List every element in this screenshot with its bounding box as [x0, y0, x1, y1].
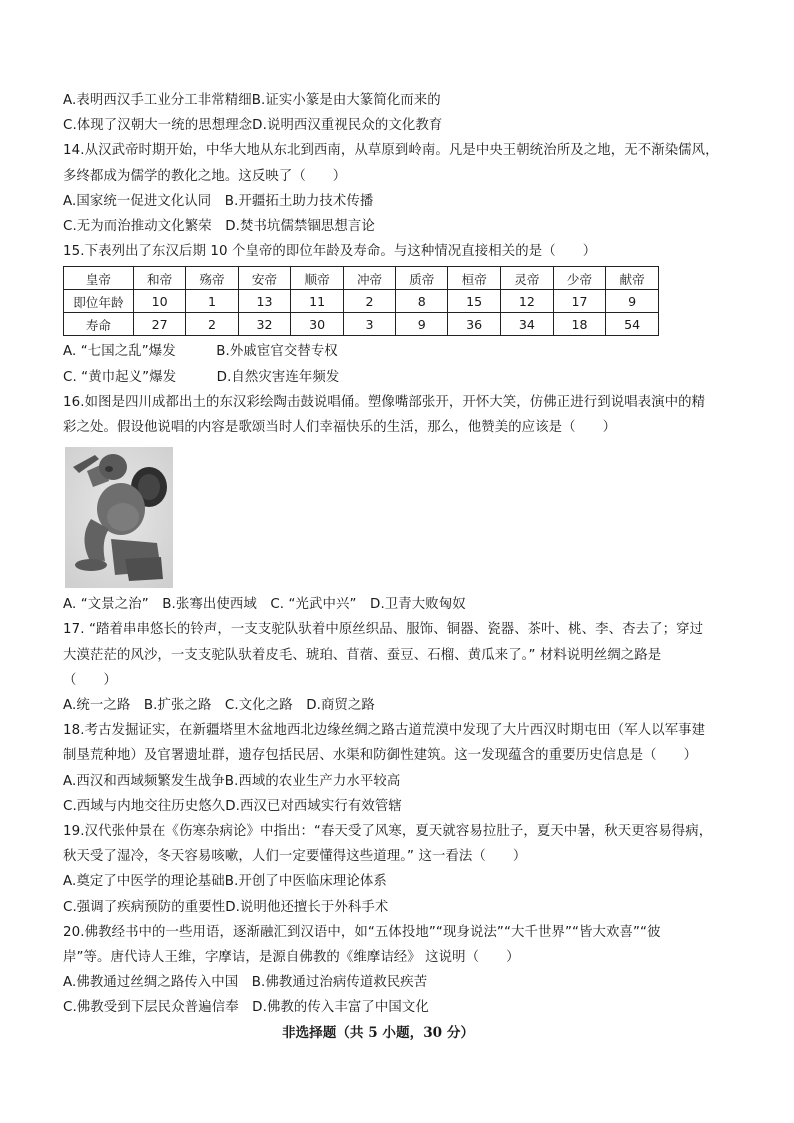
cell-lifespan: 3: [343, 313, 395, 336]
q14-stem-line2: 多终都成为儒学的教化之地。这反映了（ ）: [63, 168, 347, 184]
q14-stem-line1: 14.从汉武帝时期开始，中华大地从东北到西南，从草原到岭南。凡是中央王朝统治所及之地，无不渐染儒风，: [63, 143, 719, 159]
cell-age: 13: [238, 290, 291, 313]
q17-options: A.统一之路 B.扩张之路 C.文化之路 D.商贸之路: [63, 698, 375, 714]
q19-stem-line1: 19.汉代张仲景在《伤寒杂病论》中指出：“春天受了风寒，夏天就容易拉肚子，夏天中暑，秋天更容易得病，: [63, 824, 713, 840]
cell-age: 12: [501, 290, 554, 313]
cell-emperor: 冲帝: [343, 267, 395, 290]
q19-option-ab: A.奠定了中医学的理论基础B.开创了中医临床理论体系: [63, 874, 387, 890]
cell-lifespan: 34: [501, 313, 554, 336]
cell-lifespan: 36: [448, 313, 501, 336]
cell-lifespan: 2: [186, 313, 238, 336]
table-row-ages: [64, 290, 659, 313]
cell-age: 11: [291, 290, 344, 313]
cell-lifespan: 27: [133, 313, 186, 336]
q13-option-cd: C.体现了汉朝大一统的思想理念D.说明西汉重视民众的文化教育: [63, 118, 443, 134]
cell-lifespan: 9: [396, 313, 448, 336]
cell-emperor: 和帝: [133, 267, 186, 290]
cell-age: 1: [186, 290, 238, 313]
q20-stem-line1: 20.佛教经书中的一些用语，逐渐融汇到汉语中，如“五体投地”“现身说法”“大千世界”“皆大欢喜”“彼: [63, 924, 661, 940]
row-label: 寿命: [64, 313, 134, 336]
q17-stem-line3: （ ）: [63, 672, 117, 688]
row-label: 皇帝: [64, 267, 134, 290]
q19-stem-line2: 秋天受了湿冷，冬天容易咳嗽，人们一定要懂得这些道理。” 这一看法（ ）: [63, 849, 527, 865]
cell-emperor: 安帝: [238, 267, 291, 290]
cell-lifespan: 54: [606, 313, 659, 336]
cell-emperor: 灵帝: [501, 267, 554, 290]
cell-emperor: 献帝: [606, 267, 659, 290]
cell-emperor: 顺帝: [291, 267, 344, 290]
cell-age: 2: [343, 290, 395, 313]
q14-option-ab: A.国家统一促进文化认同 B.开疆拓土助力技术传播: [63, 193, 374, 209]
cell-lifespan: 32: [238, 313, 291, 336]
cell-lifespan: 30: [291, 313, 344, 336]
section-title-non-choice: 非选择题（共 5 小题，30 分）: [281, 1024, 475, 1041]
q15-stem: 15.下表列出了东汉后期 10 个皇帝的即位年龄及寿命。与这种情况直接相关的是（ ）: [63, 244, 597, 260]
q15-option-cd: C. “黄巾起义”爆发 D.自然灾害连年频发: [63, 369, 340, 385]
table-row-emperors: [64, 267, 659, 290]
q13-option-ab: A.表明西汉手工业分工非常精细B.证实小篆是由大篆简化而来的: [63, 93, 441, 108]
q16-options: A. “文景之治” B.张骞出使西域 C. “光武中兴” D.卫青大败匈奴: [63, 597, 466, 613]
q14-option-cd: C.无为而治推动文化繁荣 D.焚书坑儒禁锢思想言论: [63, 219, 375, 235]
figurine-photo: [65, 447, 173, 588]
q18-stem-line2: 制垦荒种地）及官署遗址群，遗存包括民居、水渠和防御性建筑。这一发现蕴含的重要历史信息是（ ）: [63, 748, 698, 764]
q20-option-ab: A.佛教通过丝绸之路传入中国 B.佛教通过治病传道救民疾苦: [63, 975, 428, 991]
q16-stem-line2: 彩之处。假设他说唱的内容是歌颂当时人们幸福快乐的生活，那么，他赞美的应该是（ ）: [63, 420, 617, 436]
cell-emperor: 质帝: [396, 267, 448, 290]
cell-lifespan: 18: [553, 313, 606, 336]
cell-age: 8: [396, 290, 448, 313]
table-row-lifespans: [64, 313, 659, 336]
drummer-figurine-image: [65, 447, 173, 588]
emperor-table: [63, 266, 659, 336]
q20-stem-line2: 岸”等。唐代诗人王维，字摩诘，是源自佛教的《维摩诘经》 这说明（ ）: [63, 950, 520, 966]
cell-age: 9: [606, 290, 659, 313]
cell-age: 15: [448, 290, 501, 313]
q18-option-ab: A.西汉和西域频繁发生战争B.西域的农业生产力水平较高: [63, 773, 401, 789]
row-label: 即位年龄: [64, 290, 134, 313]
q17-stem-line2: 大漠茫茫的风沙，一支支驼队驮着皮毛、琥珀、苜蓿、蚕豆、石榴、黄瓜来了。” 材料说明丝绸之路是: [63, 647, 662, 663]
q15-option-ab: A. “七国之乱”爆发 B.外戚宦官交替专权: [63, 344, 338, 360]
q20-option-cd: C.佛教受到下层民众普遍信奉 D.佛教的传入丰富了中国文化: [63, 1000, 429, 1016]
cell-age: 10: [133, 290, 186, 313]
cell-age: 17: [553, 290, 606, 313]
cell-emperor: 桓帝: [448, 267, 501, 290]
q19-option-cd: C.强调了疾病预防的重要性D.说明他还擅长于外科手术: [63, 899, 389, 915]
q16-stem-line1: 16.如图是四川成都出土的东汉彩绘陶击鼓说唱俑。塑像嘴部张开，开怀大笑，仿佛正进行到说唱表演中的精: [63, 394, 706, 410]
q17-stem-line1: 17. “踏着串串悠长的铃声，一支支驼队驮着中原丝织品、服饰、铜器、瓷器、茶叶、桃、李、杏去了；穿过: [63, 622, 704, 638]
q18-stem-line1: 18.考古发掘证实，在新疆塔里木盆地西北边缘丝绸之路古道荒漠中发现了大片西汉时期屯田（军人以军事建: [63, 723, 706, 739]
cell-emperor: 少帝: [553, 267, 606, 290]
q18-option-cd: C.西域与内地交往历史悠久D.西汉已对西域实行有效管辖: [63, 798, 402, 814]
question-column: [63, 88, 743, 1046]
cell-emperor: 殇帝: [186, 267, 238, 290]
